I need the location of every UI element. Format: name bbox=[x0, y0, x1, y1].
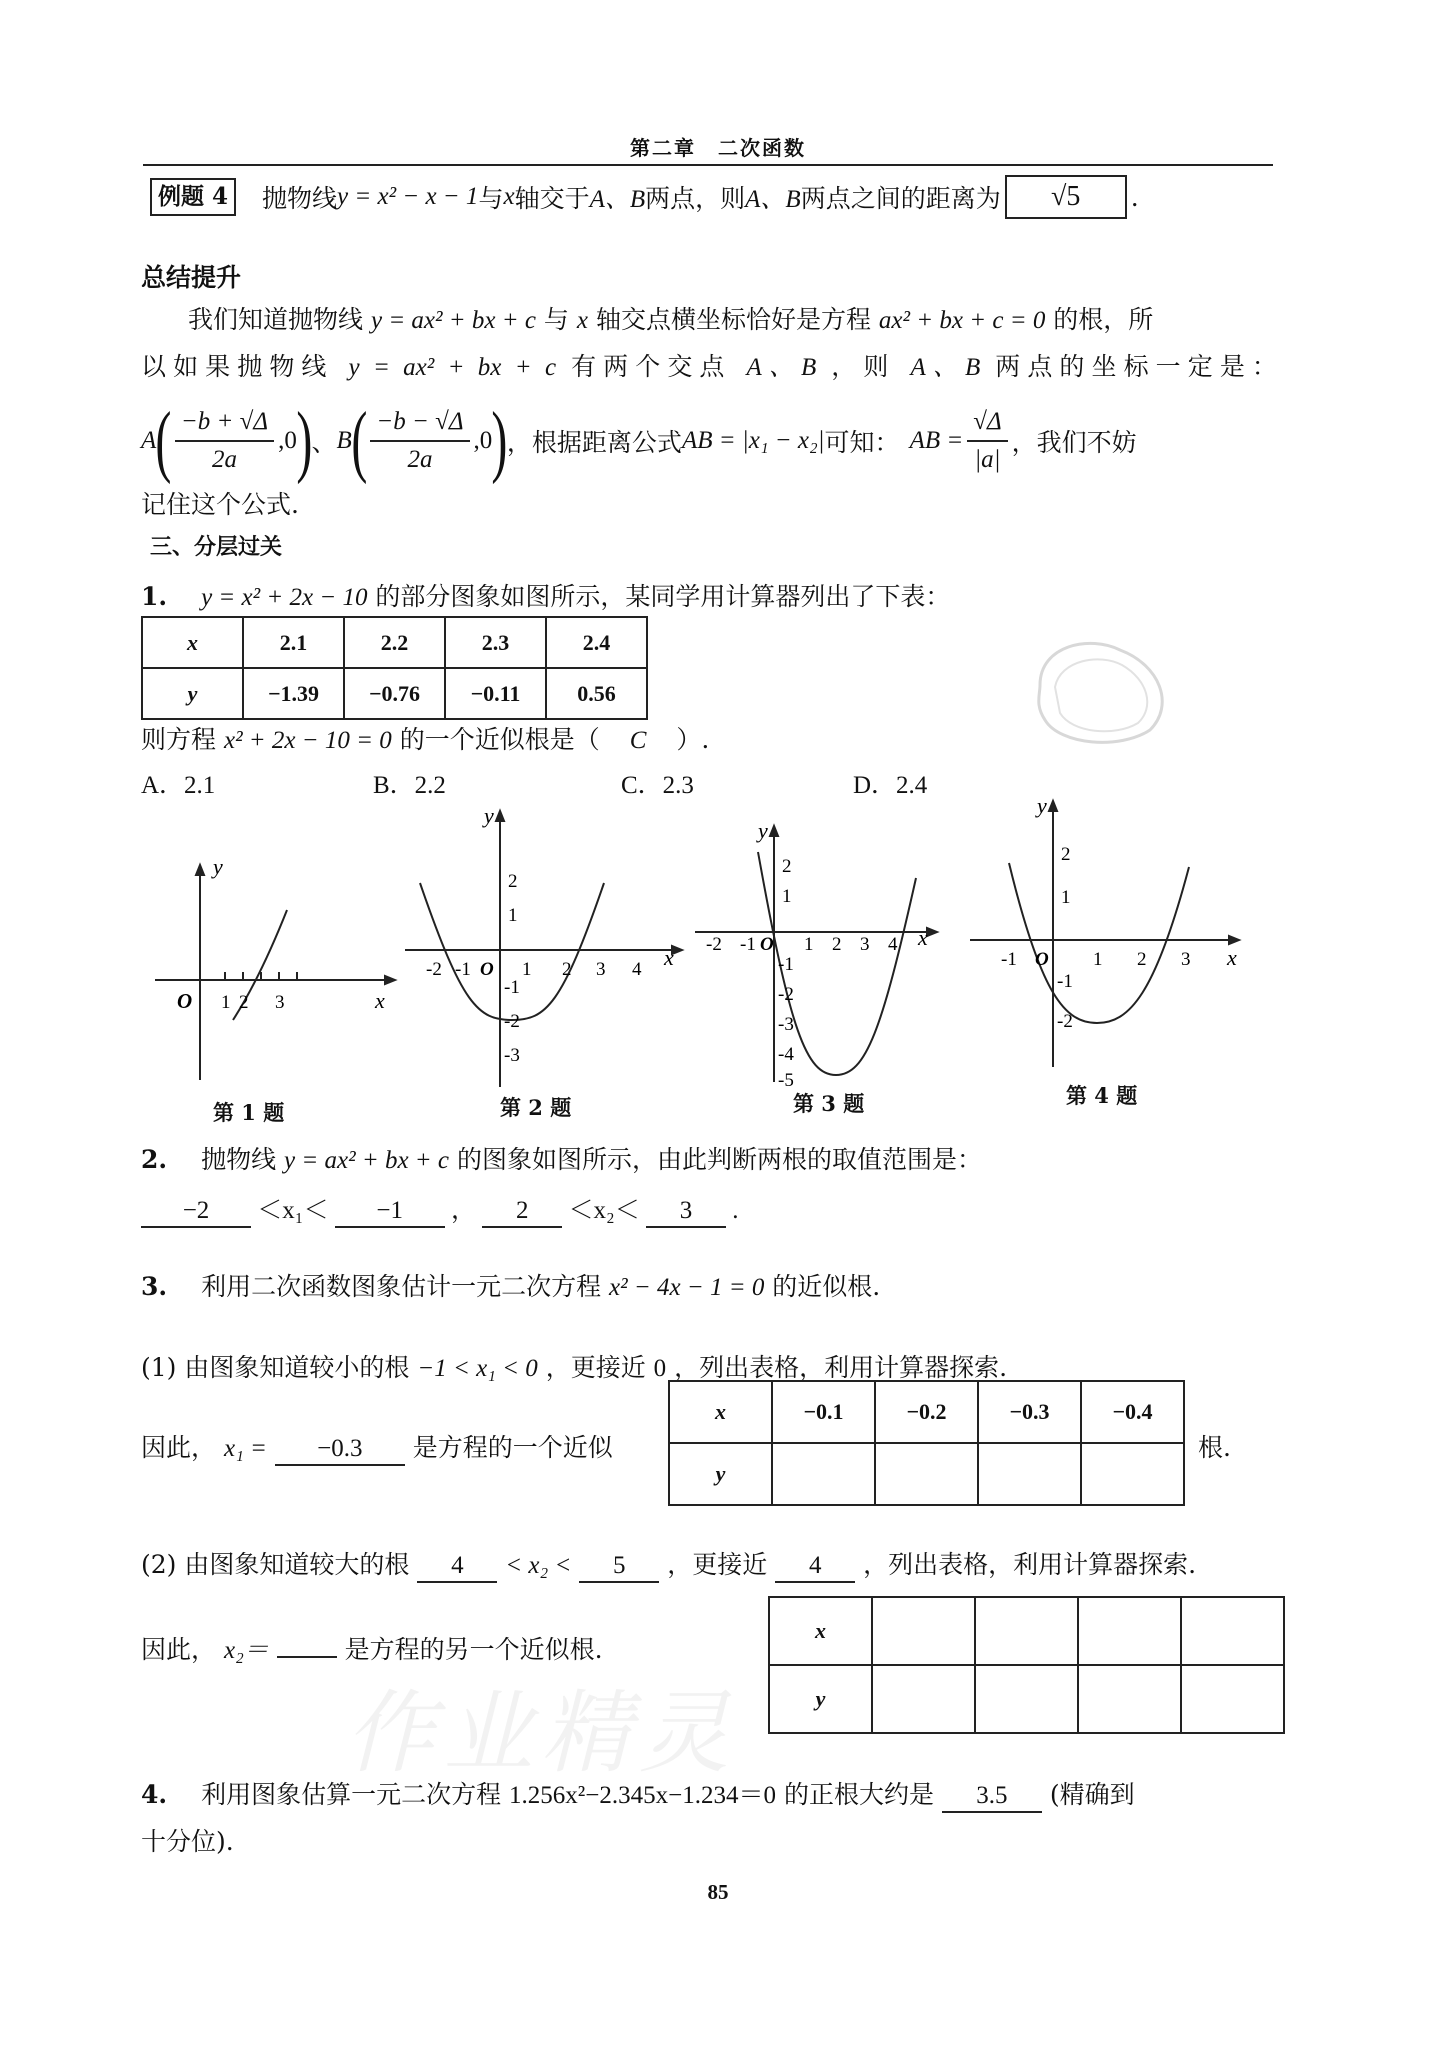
q3-p1-a: (1) 由图象知道较小的根 bbox=[141, 1353, 410, 1382]
summary-p1-c: 轴交点横坐标恰好是方程 bbox=[595, 305, 871, 334]
summary-p2-ab-2: A、B bbox=[910, 354, 981, 381]
summary-p2-d: 两点的坐标一定是： bbox=[995, 352, 1277, 381]
y-label: y bbox=[758, 820, 768, 843]
question-2-number: 2. bbox=[141, 1145, 168, 1174]
summary-p2-b: 有两个交点 bbox=[571, 352, 732, 381]
summary-paragraph-3 bbox=[141, 395, 1281, 487]
table-cell: x bbox=[769, 1597, 872, 1665]
page-number: 85 bbox=[707, 1880, 729, 1904]
right-paren-icon: ) bbox=[296, 397, 313, 485]
tick-label: 4 bbox=[632, 959, 642, 980]
tick-label: 1 bbox=[804, 934, 814, 955]
q3-p1-res-a: 因此， bbox=[141, 1433, 217, 1462]
figure-4-caption: 第 4 题 bbox=[1066, 1083, 1138, 1108]
q3-p1-b: ，更接近 bbox=[545, 1353, 646, 1382]
figure-2-caption: 第 2 题 bbox=[500, 1095, 572, 1120]
question-3-stem bbox=[141, 1267, 880, 1303]
ex4-ab-2: A、B bbox=[745, 186, 801, 213]
point-separator: 、 bbox=[311, 428, 337, 457]
tick-label: 3 bbox=[1181, 949, 1191, 970]
ex4-text-e: 两点之间的距离为 bbox=[800, 184, 1001, 213]
summary-title: 总结提升 bbox=[141, 263, 242, 292]
tick-label: -3 bbox=[504, 1045, 520, 1066]
tick-label: 3 bbox=[275, 992, 285, 1013]
example-tag: 例题 4 bbox=[150, 178, 236, 216]
point-a-label: A bbox=[141, 427, 157, 454]
question-3-text-b: 的近似根. bbox=[772, 1272, 881, 1301]
ex4-text-b: 与 bbox=[478, 184, 504, 213]
question-2-answer-line bbox=[141, 1190, 738, 1228]
y-axis-arrow-icon bbox=[496, 811, 504, 821]
tick-label: 2 bbox=[782, 856, 792, 877]
ex4-equation: y = x² − x − 1 bbox=[337, 183, 479, 210]
y-axis-arrow-icon bbox=[196, 865, 204, 875]
tick-label: 2 bbox=[562, 959, 572, 980]
tick-label: 1 bbox=[522, 959, 532, 980]
origin-label: O bbox=[177, 989, 193, 1013]
q3-p1-c: ，列出表格，利用计算器探索. bbox=[674, 1353, 1008, 1382]
summary-paragraph-2 bbox=[141, 347, 1277, 383]
question-2-end: . bbox=[732, 1197, 739, 1224]
table-cell: y bbox=[142, 668, 243, 719]
question-3-text-a: 利用二次函数图象估计一元二次方程 bbox=[201, 1272, 602, 1301]
q3-p1-zero: 0 bbox=[653, 1355, 667, 1382]
figure-1 bbox=[145, 850, 405, 1090]
summary-p1-x: x bbox=[576, 307, 588, 334]
tick-label: 1 bbox=[1061, 887, 1071, 908]
y-axis-arrow-icon bbox=[1049, 801, 1057, 811]
tick-label: -1 bbox=[1001, 949, 1017, 970]
table-cell bbox=[1078, 1597, 1181, 1665]
question-1-tail-equation: x² + 2x − 10 = 0 bbox=[223, 727, 392, 754]
table-cell bbox=[1081, 1443, 1184, 1505]
fraction-b bbox=[370, 408, 469, 474]
parabola-curve bbox=[1009, 863, 1189, 1023]
question-4-stem bbox=[141, 1775, 1135, 1813]
question-4-text-a: 利用图象估算一元二次方程 bbox=[201, 1780, 502, 1809]
y-axis-arrow-icon bbox=[770, 826, 778, 836]
example-4 bbox=[150, 175, 1290, 219]
question-1-table bbox=[141, 616, 648, 720]
question-3-number: 3. bbox=[141, 1272, 168, 1301]
question-3-part-2 bbox=[141, 1545, 1196, 1583]
table-row bbox=[669, 1381, 1184, 1443]
tick-label: 2 bbox=[1061, 844, 1071, 865]
tick-label: 3 bbox=[596, 959, 606, 980]
tick-label: 3 bbox=[860, 934, 870, 955]
fraction-b-denominator: 2a bbox=[407, 446, 433, 473]
tick-label: -1 bbox=[740, 934, 756, 955]
fraction-distance-denominator: |a| bbox=[974, 446, 1001, 473]
question-3-part-1-result bbox=[141, 1428, 613, 1466]
question-3-table-2 bbox=[768, 1596, 1285, 1734]
table-cell: y bbox=[669, 1443, 772, 1505]
table-cell: x bbox=[142, 617, 243, 668]
point-b-zero: ,0 bbox=[473, 427, 493, 454]
watermark: 作业精灵 bbox=[345, 1681, 737, 1786]
figure-1-caption: 第 1 题 bbox=[213, 1100, 285, 1125]
question-2-blank-2: −1 bbox=[335, 1196, 445, 1228]
summary-p3-b: 可知： bbox=[824, 428, 900, 457]
ab-equals: AB = bbox=[909, 427, 964, 454]
table-cell: −1.39 bbox=[243, 668, 344, 719]
question-4-text-b: 的正根大约是 bbox=[783, 1780, 934, 1809]
y-label: y bbox=[1037, 795, 1047, 818]
tick-label: -1 bbox=[1057, 971, 1073, 992]
left-paren-icon: ( bbox=[155, 397, 172, 485]
table-cell: −0.4 bbox=[1081, 1381, 1184, 1443]
q3-p2-var: x₂＝ bbox=[223, 1637, 269, 1664]
question-3-part-1 bbox=[141, 1348, 1007, 1384]
summary-p1-b: 与 bbox=[543, 305, 569, 334]
table-row bbox=[769, 1665, 1284, 1733]
table-cell: 2.2 bbox=[344, 617, 445, 668]
ex4-ab-1: A、B bbox=[589, 186, 646, 213]
question-1-text: 的部分图象如图所示，某同学用计算器列出了下表： bbox=[375, 582, 951, 611]
table-cell bbox=[1181, 1597, 1284, 1665]
fraction-a-numerator: −b + √Δ bbox=[175, 408, 274, 442]
question-2-text-a: 抛物线 bbox=[201, 1145, 277, 1174]
figure-2 bbox=[400, 805, 690, 1095]
tick-label: 4 bbox=[888, 934, 898, 955]
figure-4 bbox=[965, 795, 1250, 1075]
question-2-blank-1: −2 bbox=[141, 1196, 251, 1228]
question-3-equation: x² − 4x − 1 = 0 bbox=[609, 1274, 765, 1301]
figure-3 bbox=[690, 820, 950, 1090]
running-header: 第二章 二次函数 bbox=[630, 136, 806, 160]
ex4-x: x bbox=[503, 183, 515, 210]
tick-label: -4 bbox=[778, 1044, 794, 1065]
point-b-label: B bbox=[336, 427, 352, 454]
q3-p2-blank-1: 4 bbox=[417, 1551, 497, 1583]
x-label: x bbox=[664, 945, 674, 970]
table-cell: −0.2 bbox=[875, 1381, 978, 1443]
tick-label: 1 bbox=[782, 886, 792, 907]
table-cell bbox=[772, 1443, 875, 1505]
table-cell bbox=[1181, 1665, 1284, 1733]
table-row bbox=[669, 1443, 1184, 1505]
x-axis-arrow-icon bbox=[1229, 936, 1239, 944]
summary-p1-d: 的根，所 bbox=[1053, 305, 1154, 334]
q3-p1-answer-blank: −0.3 bbox=[275, 1434, 405, 1466]
x-axis-arrow-icon bbox=[385, 976, 395, 984]
question-2-lt-1: ＜x₁＜ bbox=[257, 1197, 329, 1224]
table-cell: 2.1 bbox=[243, 617, 344, 668]
question-2-comma: ， bbox=[450, 1197, 476, 1224]
section-title: 三、分层过关 bbox=[150, 534, 283, 560]
table-cell: −0.3 bbox=[978, 1381, 1081, 1443]
table-cell bbox=[975, 1597, 1078, 1665]
q3-p2-res-b: 是方程的另一个近似根. bbox=[344, 1635, 603, 1664]
q3-p2-res-a: 因此， bbox=[141, 1635, 217, 1664]
tick-label: 1 bbox=[1093, 949, 1103, 970]
q3-p1-gen: 根. bbox=[1198, 1433, 1231, 1462]
tick-label: 1 bbox=[221, 992, 231, 1013]
q3-p2-inequality: < x₂ < bbox=[505, 1552, 572, 1579]
tick-label: 2 bbox=[832, 934, 842, 955]
question-4-stem-2: 十分位). bbox=[141, 1827, 234, 1856]
y-label: y bbox=[484, 805, 494, 828]
question-4-equation: 1.256x²−2.345x−1.234＝0 bbox=[509, 1782, 776, 1809]
fraction-distance-numerator: √Δ bbox=[967, 408, 1007, 442]
distance-formula: AB = |x₁ − x₂| bbox=[681, 427, 825, 454]
summary-p2-ab-1: A、B bbox=[746, 354, 817, 381]
point-a-zero: ,0 bbox=[278, 427, 297, 454]
fraction-b-numerator: −b − √Δ bbox=[370, 408, 469, 442]
question-1-number: 1. bbox=[141, 582, 168, 611]
q3-p2-blank-3: 4 bbox=[775, 1551, 855, 1583]
question-4-number: 4. bbox=[141, 1780, 168, 1809]
x-axis-arrow-icon bbox=[927, 928, 937, 936]
option-a: A．2.1 bbox=[141, 772, 216, 799]
summary-paragraph-4: 记住这个公式. bbox=[141, 490, 299, 519]
tick-label: -1 bbox=[504, 977, 520, 998]
question-1-tail-b: 的一个近似根是（ bbox=[399, 725, 600, 754]
parabola-curve bbox=[420, 883, 604, 1020]
q3-p2-blank-2: 5 bbox=[579, 1551, 659, 1583]
summary-p3-c: ，我们不妨 bbox=[1011, 428, 1137, 457]
table-cell: 2.4 bbox=[546, 617, 647, 668]
y-label: y bbox=[213, 854, 223, 879]
q3-p1-var: x₁ = bbox=[223, 1435, 267, 1462]
table-cell bbox=[1078, 1665, 1181, 1733]
fraction-a-denominator: 2a bbox=[211, 446, 237, 473]
question-4-text-c: (精确到 bbox=[1049, 1780, 1135, 1809]
origin-label: O bbox=[1035, 949, 1049, 970]
table-cell bbox=[872, 1597, 975, 1665]
question-2-blank-3: 2 bbox=[482, 1196, 562, 1228]
table-cell bbox=[872, 1665, 975, 1733]
fraction-a bbox=[175, 408, 274, 474]
table-cell: −0.11 bbox=[445, 668, 546, 719]
ex4-text-a: 抛物线 bbox=[262, 184, 338, 213]
q3-p2-a: (2) 由图象知道较大的根 bbox=[141, 1550, 410, 1579]
question-2-equation: y = ax² + bx + c bbox=[284, 1147, 450, 1174]
question-1-tail-a: 则方程 bbox=[141, 725, 217, 754]
origin-label: O bbox=[760, 934, 774, 955]
ex4-text-d: 两点，则 bbox=[645, 184, 746, 213]
q3-p1-res-b: 是方程的一个近似 bbox=[412, 1433, 613, 1462]
question-1-equation: y = x² + 2x − 10 bbox=[201, 584, 368, 611]
tick-label: 2 bbox=[239, 992, 249, 1013]
table-cell: −0.76 bbox=[344, 668, 445, 719]
tick-label: -1 bbox=[455, 959, 471, 980]
ex4-answer-box: √5 bbox=[1005, 175, 1127, 219]
tick-label: 1 bbox=[508, 905, 518, 926]
x-label: x bbox=[375, 988, 385, 1013]
question-2-lt-2: ＜x₂＜ bbox=[568, 1197, 640, 1224]
question-2-stem bbox=[141, 1140, 982, 1176]
left-paren-icon: ( bbox=[351, 397, 368, 485]
table-row bbox=[142, 617, 647, 668]
tick-label: 2 bbox=[508, 871, 518, 892]
question-1-stem bbox=[141, 577, 950, 613]
summary-p1-a: 我们知道抛物线 bbox=[188, 305, 364, 334]
figure-3-caption: 第 3 题 bbox=[793, 1091, 865, 1116]
tick-label: -2 bbox=[504, 1011, 520, 1032]
summary-p2-a: 以如果抛物线 bbox=[141, 352, 334, 381]
fraction-distance bbox=[967, 408, 1007, 474]
summary-p2-eq: y = ax² + bx + c bbox=[348, 354, 557, 381]
tick-label: -2 bbox=[778, 984, 794, 1005]
question-3-table-1 bbox=[668, 1380, 1185, 1506]
tick-label: -3 bbox=[778, 1014, 794, 1035]
summary-p1-eq: y = ax² + bx + c bbox=[370, 307, 536, 334]
question-1-tail-c: ）. bbox=[676, 725, 710, 754]
table-cell bbox=[875, 1443, 978, 1505]
tick-label: -5 bbox=[778, 1070, 794, 1090]
ex4-end: . bbox=[1130, 182, 1139, 212]
table-cell: −0.1 bbox=[772, 1381, 875, 1443]
table-row bbox=[142, 668, 647, 719]
option-d: D．2.4 bbox=[853, 772, 928, 799]
option-c: C．2.3 bbox=[621, 772, 694, 799]
summary-p3-a: ，根据距离公式 bbox=[506, 428, 682, 457]
q3-p2-c: ，列出表格，利用计算器探索. bbox=[863, 1550, 1197, 1579]
q3-p2-b: ，更接近 bbox=[667, 1550, 768, 1579]
tick-label: -2 bbox=[1057, 1011, 1073, 1032]
table-cell: 2.3 bbox=[445, 617, 546, 668]
q3-p2-answer-blank bbox=[277, 1656, 337, 1658]
table-cell: y bbox=[769, 1665, 872, 1733]
question-1-tail bbox=[141, 720, 709, 756]
x-label: x bbox=[918, 925, 928, 950]
question-2-text-b: 的图象如图所示，由此判断两根的取值范围是： bbox=[456, 1145, 982, 1174]
table-cell: 0.56 bbox=[546, 668, 647, 719]
table-cell bbox=[975, 1665, 1078, 1733]
question-2-blank-4: 3 bbox=[646, 1196, 726, 1228]
question-4-answer-blank: 3.5 bbox=[942, 1781, 1042, 1813]
summary-paragraph-1 bbox=[188, 300, 1153, 336]
table-cell: x bbox=[669, 1381, 772, 1443]
summary-p1-eq2: ax² + bx + c = 0 bbox=[878, 307, 1046, 334]
right-paren-icon: ) bbox=[491, 397, 508, 485]
origin-label: O bbox=[480, 959, 494, 980]
question-1-answer: C bbox=[629, 727, 647, 754]
tick-label: -2 bbox=[426, 959, 442, 980]
option-b: B．2.2 bbox=[373, 772, 446, 799]
table-cell bbox=[978, 1443, 1081, 1505]
ex4-text-c: 轴交于 bbox=[514, 184, 590, 213]
x-label: x bbox=[1227, 945, 1237, 970]
table-row bbox=[769, 1597, 1284, 1665]
watermark-stamp-icon bbox=[1020, 625, 1180, 755]
summary-p2-c: ，则 bbox=[831, 352, 896, 381]
tick-label: -2 bbox=[706, 934, 722, 955]
tick-label: -1 bbox=[778, 954, 794, 975]
q3-p1-inequality: −1 < x₁ < 0 bbox=[417, 1355, 538, 1382]
tick-label: 2 bbox=[1137, 949, 1147, 970]
header-divider bbox=[143, 164, 1273, 166]
